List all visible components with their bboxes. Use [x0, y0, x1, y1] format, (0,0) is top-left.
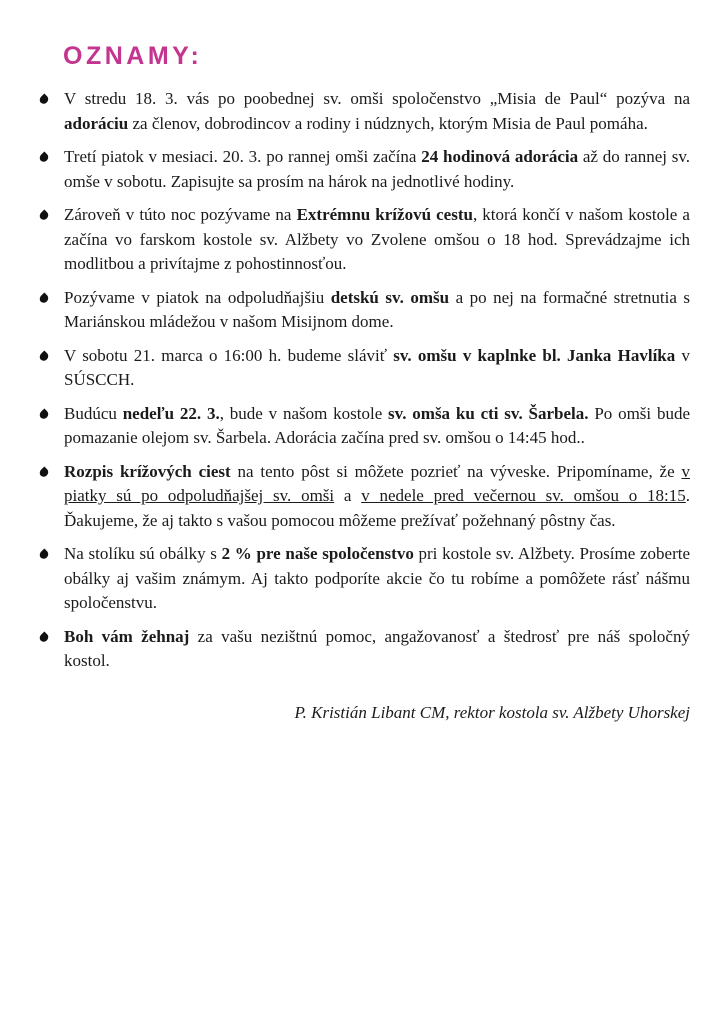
announcement-list — [38, 87, 690, 674]
list-item — [38, 625, 690, 674]
list-item — [38, 460, 690, 534]
announcement-text: V stredu 18. 3. vás po poobednej sv. omši spoločenstvo „Misia de Paul“ pozýva na adoráciu za členov, dobrodincov a rodiny i núdznych, ktorým Misia de Paul pomáha. — [64, 89, 690, 133]
list-item — [38, 402, 690, 451]
droplet-bullet-icon — [38, 292, 50, 304]
page-title: OZNAMY: — [63, 42, 203, 70]
announcement-text: Budúcu nedeľu 22. 3., bude v našom kostole sv. omša ku cti sv. Šarbela. Po omši bude pomazanie olejom sv. Šarbela. Adorácia začína pred sv. omšou o 14:45 hod.. — [64, 403, 690, 447]
list-item — [38, 145, 690, 194]
list-item — [38, 542, 690, 616]
list-item — [38, 344, 690, 393]
droplet-bullet-icon — [38, 408, 50, 420]
droplet-bullet-icon — [38, 93, 50, 105]
droplet-bullet-icon — [38, 209, 50, 221]
announcement-text: Boh vám žehnaj za vašu nezištnú pomoc, angažovanosť a štedrosť pre náš spoločný kostol. — [64, 626, 690, 670]
announcement-text: Rozpis krížových ciest na tento pôst si môžete pozrieť na výveske. Pripomíname, že v piatky sú po odpoludňajšej sv. omši a v nedele pred večernou sv. omšou o 18:15. Ďakujeme, že aj takto s vašou pomocou môžeme prežívať požehnaný pôstny čas. — [64, 461, 691, 530]
droplet-bullet-icon — [38, 350, 50, 362]
list-item — [38, 286, 690, 335]
droplet-bullet-icon — [38, 151, 50, 163]
announcement-text: Tretí piatok v mesiaci. 20. 3. po rannej omši začína 24 hodinová adorácia až do rannej sv. omše v sobotu. Zapisujte sa prosím na hárok na jednotlivé hodiny. — [64, 147, 691, 191]
announcement-text: Pozývame v piatok na odpoludňajšiu detskú sv. omšu a po nej na formačné stretnutia s Mariánskou mládežou v našom Misijnom dome. — [64, 287, 690, 331]
droplet-bullet-icon — [38, 548, 50, 560]
signature: P. Kristián Libant CM, rektor kostola sv. Alžbety Uhorskej — [294, 702, 690, 722]
list-item — [38, 203, 690, 277]
announcement-text: Zároveň v túto noc pozývame na Extrémnu krížovú cestu, ktorá končí v našom kostole a začína vo farskom kostole sv. Alžbety vo Zvolene omšou o 18 hod. Sprevádzajme ich modlitbou a privítajme z pohostinnosťou. — [64, 205, 690, 273]
list-item — [38, 87, 690, 136]
droplet-bullet-icon — [38, 466, 50, 478]
droplet-bullet-icon — [38, 631, 50, 643]
announcement-text: Na stolíku sú obálky s 2 % pre naše spoločenstvo pri kostole sv. Alžbety. Prosíme zoberte obálky aj vašim známym. Aj takto podporíte akcie čo tu robíme a pomôžete rásť nášmu spoločenstvu. — [64, 544, 690, 612]
announcement-text: V sobotu 21. marca o 16:00 h. budeme sláviť sv. omšu v kaplnke bl. Janka Havlíka v SÚSCCH. — [64, 345, 690, 389]
